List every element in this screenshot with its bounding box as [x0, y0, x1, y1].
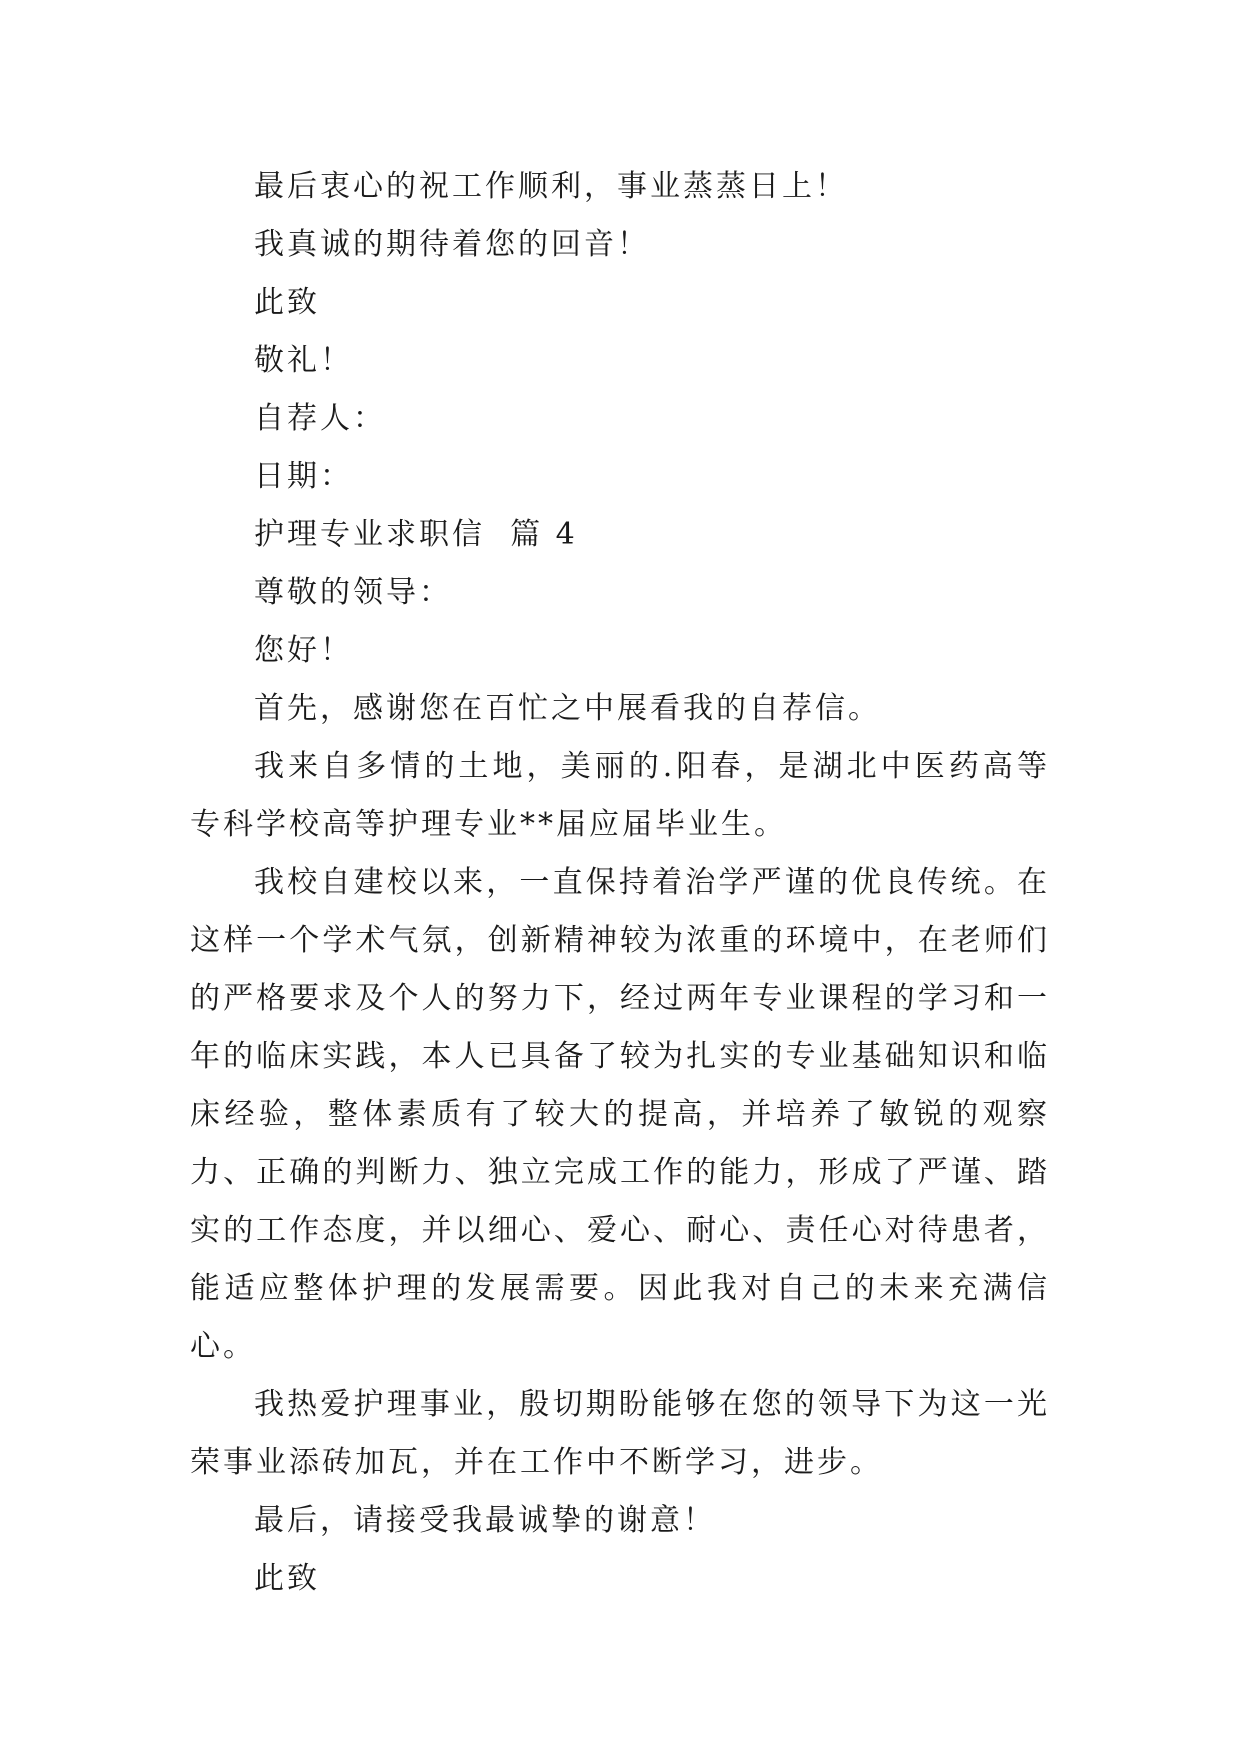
paragraph-career-aspiration: 我热爱护理事业，殷切期盼能够在您的领导下为这一光荣事业添砖加瓦，并在工作中不断学习，进步。: [190, 1387, 1050, 1480]
paragraph-cizhi: 此致: [254, 285, 320, 320]
paragraph-signer: 自荐人：: [254, 401, 386, 436]
section-heading: 护理专业求职信 篇 4: [254, 517, 578, 552]
document-body: [190, 158, 1050, 1608]
paragraph-date: 日期：: [254, 459, 353, 494]
paragraph-thanks-reading: 首先，感谢您在百忙之中展看我的自荐信。: [254, 691, 881, 726]
paragraph-school-experience: 我校自建校以来，一直保持着治学严谨的优良传统。在这样一个学术气氛，创新精神较为浓重的环境中，在老师们的严格要求及个人的努力下，经过两年专业课程的学习和一年的临床实践，本人已具备了较为扎实的专业基础知识和临床经验，整体素质有了较大的提高，并培养了敏锐的观察力、正确的判断力、独立完成工作的能力，形成了严谨、踏实的工作态度，并以细心、爱心、耐心、责任心对待患者，能适应整体护理的发展需要。因此我对自己的未来充满信心。: [190, 865, 1050, 1364]
paragraph-jingli: 敬礼！: [254, 343, 353, 378]
paragraph-cizhi-2: 此致: [254, 1561, 320, 1596]
paragraph-salutation: 尊敬的领导：: [254, 575, 452, 610]
paragraph-introduction: 我来自多情的土地，美丽的.阳春，是湖北中医药高等专科学校高等护理专业**届应届毕业生。: [190, 749, 1050, 842]
paragraph-final-thanks: 最后，请接受我最诚挚的谢意！: [254, 1503, 716, 1538]
paragraph-greeting: 您好！: [254, 633, 353, 668]
paragraph-await-reply: 我真诚的期待着您的回音！: [254, 227, 650, 262]
paragraph-closing-wish: 最后衷心的祝工作顺利，事业蒸蒸日上！: [254, 169, 848, 204]
